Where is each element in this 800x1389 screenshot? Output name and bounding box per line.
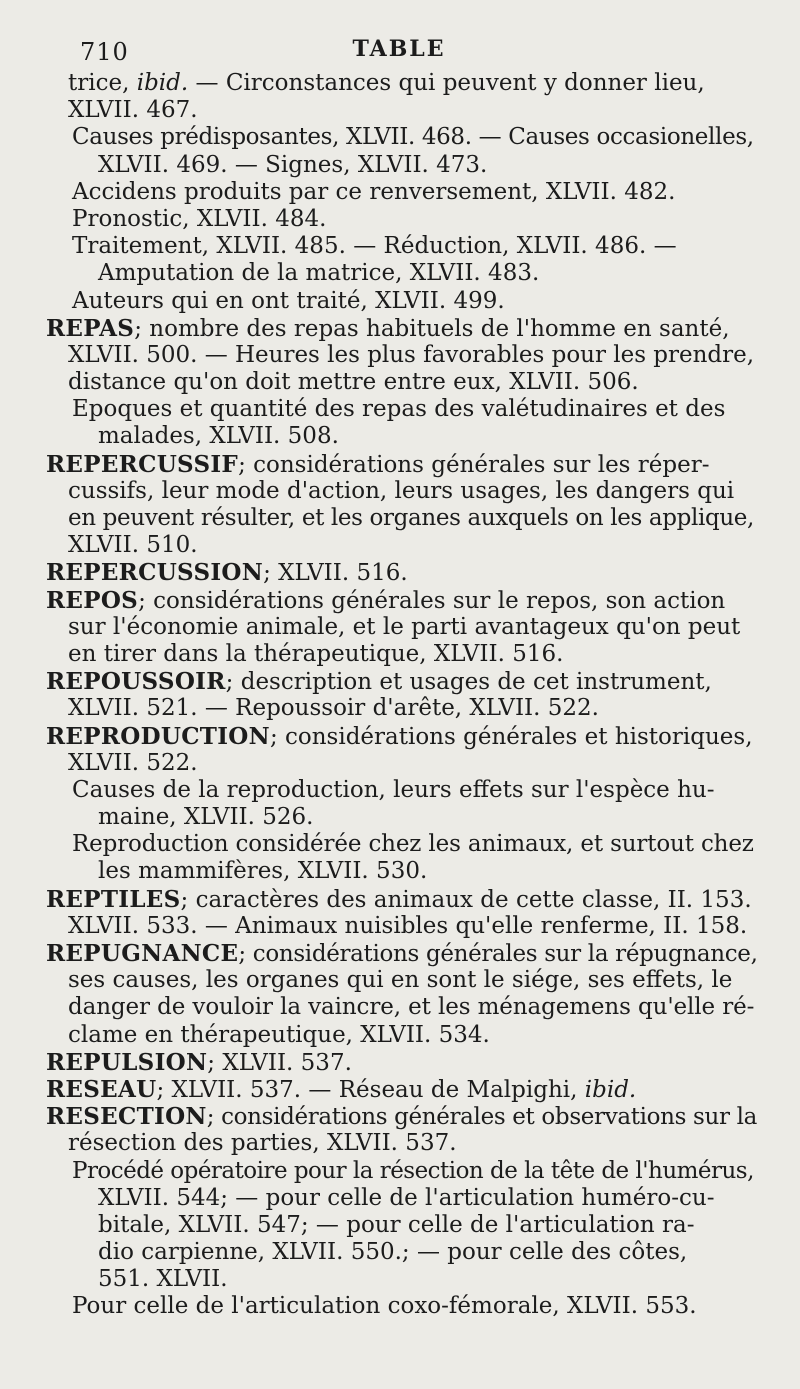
index-continuation-line xyxy=(44,124,754,151)
entry-text: Causes de la reproduction, leurs effets sur l'espèce hu- xyxy=(72,776,715,803)
entry-text: Accidens produits par ce renversement, XLVII. 482. xyxy=(72,178,676,205)
entry-headword: REPTILES xyxy=(46,885,181,913)
index-continuation-line xyxy=(44,750,754,777)
entry-text: 551. XLVII. xyxy=(98,1266,228,1293)
index-continuation-line xyxy=(44,532,754,559)
index-entry-line xyxy=(44,723,754,750)
entry-text: dio carpienne, XLVII. 550.; — pour celle des côtes, xyxy=(98,1239,688,1266)
entry-text: bitale, XLVII. 547; — pour celle de l'articulation ra- xyxy=(98,1211,695,1238)
entry-text: XLVII. 544; — pour celle de l'articulation huméro-cu- xyxy=(98,1184,715,1211)
running-title: TABLE xyxy=(352,36,446,62)
entry-headword: REPULSION xyxy=(46,1048,208,1076)
index-continuation-line xyxy=(44,1293,754,1320)
entry-text: résection des parties, XLVII. 537. xyxy=(68,1130,457,1157)
entry-text: XLVII. 522. xyxy=(68,749,198,776)
entry-headword: REPRODUCTION xyxy=(46,722,270,750)
index-continuation-line xyxy=(44,641,754,668)
entry-text: trice, xyxy=(68,70,137,96)
index-continuation-line xyxy=(44,478,754,505)
index-continuation-line xyxy=(44,1158,754,1185)
index-continuation-line xyxy=(44,858,754,885)
index-continuation-line xyxy=(44,369,754,396)
entry-text: en peuvent résulter, et les organes auxquels on les applique, xyxy=(68,505,754,531)
entry-text: ; XLVII. 537. — Réseau de Malpighi, xyxy=(156,1076,585,1103)
entry-text: Causes prédisposantes, XLVII. 468. — Causes occasionelles, xyxy=(72,124,754,151)
index-entry-line xyxy=(44,668,754,695)
entry-text: XLVII. 510. xyxy=(68,532,198,559)
entry-text: ; considérations générales et observations sur la xyxy=(206,1104,758,1131)
entry-text: ses causes, les organes qui en sont le siége, ses effets, le xyxy=(68,967,733,994)
index-continuation-line xyxy=(44,396,754,423)
entry-text: ; considérations générales sur le repos, son action xyxy=(138,587,726,614)
entry-headword: RESEAU xyxy=(46,1075,157,1103)
entry-headword: REPUGNANCE xyxy=(46,940,239,967)
entry-text: XLVII. 467. xyxy=(68,97,198,124)
entry-text: clame en thérapeutique, XLVII. 534. xyxy=(68,1021,490,1048)
entry-text: les mammifères, XLVII. 530. xyxy=(98,858,428,885)
index-continuation-line xyxy=(44,1239,754,1266)
index-continuation-line xyxy=(44,1130,754,1157)
index-continuation-line xyxy=(44,288,754,315)
entry-text: maine, XLVII. 526. xyxy=(98,804,314,831)
entry-text: danger de vouloir la vaincre, et les ménagemens qu'elle ré- xyxy=(68,994,755,1021)
entry-text: ; caractères des animaux de cette classe, II. 153. xyxy=(180,886,752,913)
entry-text: Procédé opératoire pour la résection de la tête de l'humérus, xyxy=(72,1157,754,1184)
index-entry-line xyxy=(44,559,754,586)
entry-text: XLVII. 469. — Signes, XLVII. 473. xyxy=(98,151,488,178)
entry-text: XLVII. 533. — Animaux nuisibles qu'elle renferme, II. 158. xyxy=(68,912,748,939)
index-continuation-line xyxy=(44,342,754,369)
entry-text: Traitement, XLVII. 485. — Réduction, XLVII. 486. — xyxy=(72,233,677,260)
entry-headword: REPOUSSOIR xyxy=(46,668,226,696)
entry-text: ; XLVII. 516. xyxy=(263,560,408,587)
entry-text: ; considérations générales et historiques, xyxy=(269,723,753,750)
index-entry-line xyxy=(44,940,758,967)
index-continuation-line xyxy=(44,70,754,97)
entry-text: ; considérations générales sur les réper- xyxy=(238,451,710,478)
entry-text: ; XLVII. 537. xyxy=(207,1049,352,1076)
entry-text: Reproduction considérée chez les animaux, et surtout chez xyxy=(72,831,754,858)
index-continuation-line xyxy=(44,804,754,831)
index-continuation-line xyxy=(44,179,754,206)
entry-italic-text: ibid. xyxy=(136,70,189,96)
index-entries xyxy=(44,70,758,1321)
index-continuation-line xyxy=(44,152,754,179)
index-continuation-line xyxy=(44,505,754,532)
index-continuation-line xyxy=(44,695,754,722)
entry-text: XLVII. 500. — Heures les plus favorables pour les prendre, xyxy=(68,341,754,368)
index-entry-line xyxy=(44,886,754,913)
index-entry-line xyxy=(44,1049,754,1076)
entry-text: sur l'économie animale, et le parti avantageux qu'on peut xyxy=(68,613,741,640)
index-continuation-line xyxy=(44,206,754,233)
index-continuation-line xyxy=(44,260,754,287)
entry-headword: REPAS xyxy=(46,314,135,342)
index-continuation-line xyxy=(44,423,754,450)
entry-text: — Circonstances qui peuvent y donner lieu, xyxy=(188,70,705,96)
index-continuation-line xyxy=(44,777,754,804)
entry-text: Pour celle de l'articulation coxo-fémorale, XLVII. 553. xyxy=(72,1293,697,1320)
running-head xyxy=(44,0,754,70)
index-continuation-line xyxy=(44,1022,754,1049)
entry-italic-text: ibid. xyxy=(584,1076,637,1103)
index-continuation-line xyxy=(44,1266,754,1293)
index-entry-line xyxy=(44,587,754,614)
entry-text: Auteurs qui en ont traité, XLVII. 499. xyxy=(72,287,505,314)
entry-text: malades, XLVII. 508. xyxy=(98,423,339,450)
index-entry-line xyxy=(44,1103,758,1131)
index-entry-line xyxy=(44,1076,754,1103)
index-continuation-line xyxy=(44,967,754,994)
entry-headword: RESECTION xyxy=(46,1103,207,1131)
index-entry-line xyxy=(44,315,754,342)
entry-text: ; considérations générales sur la répugnance, xyxy=(238,941,758,967)
page-number: 710 xyxy=(80,38,129,66)
entry-text: Epoques et quantité des repas des valétudinaires et des xyxy=(72,396,726,423)
entry-text: cussifs, leur mode d'action, leurs usages, les dangers qui xyxy=(68,477,735,504)
index-continuation-line xyxy=(44,1212,754,1239)
entry-text: Amputation de la matrice, XLVII. 483. xyxy=(98,260,540,287)
index-continuation-line xyxy=(44,97,754,124)
index-continuation-line xyxy=(44,233,754,260)
index-continuation-line xyxy=(44,994,754,1021)
index-continuation-line xyxy=(44,614,754,641)
entry-headword: REPERCUSSION xyxy=(46,559,264,587)
entry-headword: REPERCUSSIF xyxy=(46,450,239,478)
entry-text: distance qu'on doit mettre entre eux, XLVII. 506. xyxy=(68,369,639,396)
entry-text: ; nombre des repas habituels de l'homme en santé, xyxy=(134,315,730,342)
index-continuation-line xyxy=(44,1185,754,1212)
entry-text: ; description et usages de cet instrument, xyxy=(225,669,712,696)
index-continuation-line xyxy=(44,831,754,858)
entry-headword: REPOS xyxy=(46,586,139,614)
entry-text: XLVII. 521. — Repoussoir d'arête, XLVII. 522. xyxy=(68,695,599,722)
index-continuation-line xyxy=(44,913,754,940)
entry-text: en tirer dans la thérapeutique, XLVII. 516. xyxy=(68,640,564,667)
index-entry-line xyxy=(44,451,754,478)
entry-text: Pronostic, XLVII. 484. xyxy=(72,205,327,232)
